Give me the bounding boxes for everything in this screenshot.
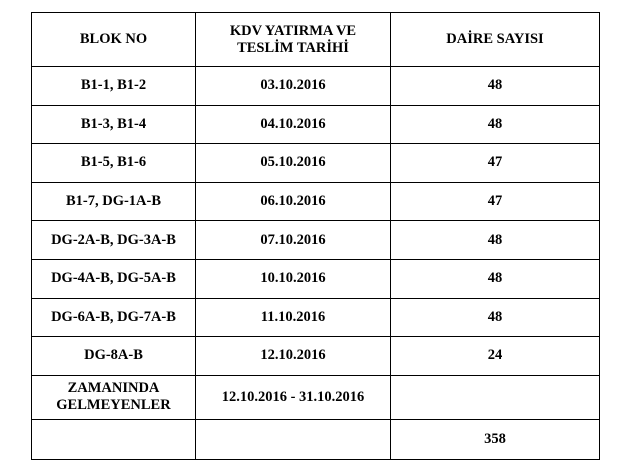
- blok-cell: DG-4A-B, DG-5A-B: [32, 259, 196, 298]
- blok-cell: B1-3, B1-4: [32, 105, 196, 144]
- total-row: [32, 419, 600, 459]
- count-cell: 47: [391, 144, 600, 183]
- late-count-cell: [391, 375, 600, 419]
- date-cell: 10.10.2016: [196, 259, 391, 298]
- total-empty-cell-1: [32, 419, 196, 459]
- count-cell: 48: [391, 67, 600, 106]
- count-cell: 48: [391, 259, 600, 298]
- table-row: [32, 182, 600, 221]
- delivery-schedule-table: [31, 12, 600, 460]
- total-empty-cell-2: [196, 419, 391, 459]
- table-row: [32, 67, 600, 106]
- table-row: [32, 144, 600, 183]
- blok-cell: B1-1, B1-2: [32, 67, 196, 106]
- late-label-cell: [32, 375, 196, 419]
- blok-cell: B1-5, B1-6: [32, 144, 196, 183]
- late-label-line2: GELMEYENLER: [56, 397, 171, 414]
- blok-cell: DG-8A-B: [32, 337, 196, 376]
- count-cell: 48: [391, 298, 600, 337]
- blok-cell: DG-2A-B, DG-3A-B: [32, 221, 196, 260]
- total-value-cell: 358: [391, 419, 600, 459]
- count-cell: 48: [391, 105, 600, 144]
- header-kdv-line2: TESLİM TARİHİ: [237, 39, 349, 56]
- late-arrivals-row: [32, 375, 600, 419]
- late-date-range-cell: 12.10.2016 - 31.10.2016: [196, 375, 391, 419]
- header-kdv-tarih: [196, 13, 391, 67]
- blok-cell: DG-6A-B, DG-7A-B: [32, 298, 196, 337]
- date-cell: 04.10.2016: [196, 105, 391, 144]
- count-cell: 24: [391, 337, 600, 376]
- table-row: [32, 105, 600, 144]
- late-label-line1: ZAMANINDA: [67, 380, 160, 397]
- header-daire-sayisi: DAİRE SAYISI: [391, 13, 600, 67]
- date-cell: 03.10.2016: [196, 67, 391, 106]
- date-cell: 05.10.2016: [196, 144, 391, 183]
- count-cell: 47: [391, 182, 600, 221]
- header-blok-no: BLOK NO: [32, 13, 196, 67]
- date-cell: 11.10.2016: [196, 298, 391, 337]
- table-header-row: [32, 13, 600, 67]
- header-kdv-line1: KDV YATIRMA VE: [229, 22, 357, 39]
- table-row: [32, 221, 600, 260]
- table-row: [32, 298, 600, 337]
- table-row: [32, 259, 600, 298]
- count-cell: 48: [391, 221, 600, 260]
- date-cell: 07.10.2016: [196, 221, 391, 260]
- blok-cell: B1-7, DG-1A-B: [32, 182, 196, 221]
- table-row: [32, 337, 600, 376]
- date-cell: 12.10.2016: [196, 337, 391, 376]
- date-cell: 06.10.2016: [196, 182, 391, 221]
